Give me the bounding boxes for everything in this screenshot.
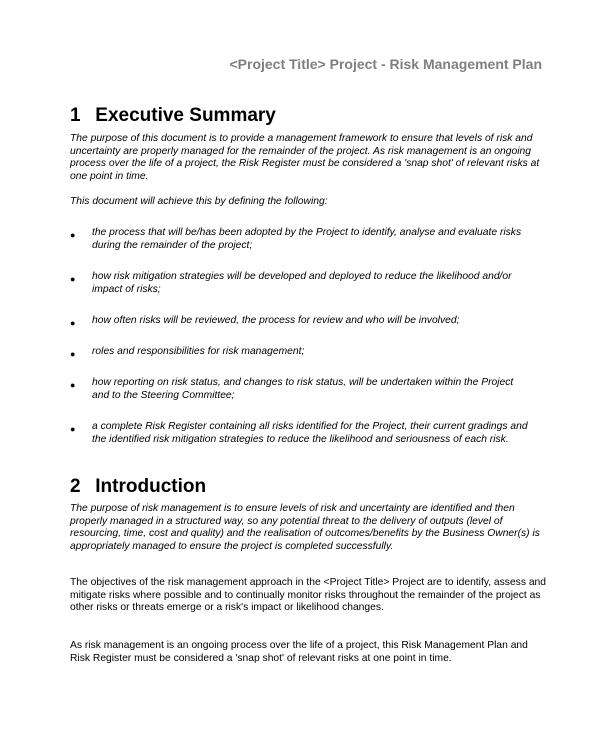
bullet-text: how reporting on risk status, and changes to risk status, will be undertaken within the Project and to the Steering Committee; xyxy=(92,377,514,401)
executive-summary-lead-in: This document will achieve this by defining the following: xyxy=(70,196,328,207)
section-title: Executive Summary xyxy=(95,105,276,126)
section-heading-executive-summary xyxy=(70,105,276,127)
section-heading-introduction xyxy=(70,476,206,498)
executive-summary-intro: The purpose of this document is to provide a management framework to ensure that levels of risk and uncertainty are properly managed for the remainder of the project. As risk management is an ongoing process over the life of a project, the Risk Register must be considered a 'snap shot' of relevant risks at one point in time. xyxy=(70,133,540,182)
introduction-paragraph-2: The objectives of the risk management approach in the <Project Title> Project are to identify, assess and mitigate risks where possible and to continually monitor risks throughout the remainder of the project as other risks or threats emerge or a risk's impact or likelihood changes. xyxy=(70,577,547,614)
introduction-paragraph-1: The purpose of risk management is to ensure levels of risk and uncertainty are identified and then properly managed in a structured way, so any potential threat to the delivery of outputs (level of resourcing, time, cost and quality) and the realisation of outcomes/benefits by the Business Owner(s) is appropriately managed to ensure the project is completed successfully. xyxy=(70,503,540,552)
bullet-dot-icon: ● xyxy=(70,230,76,240)
bullet-text: how often risks will be reviewed, the process for review and who will be involved; xyxy=(92,315,460,326)
bullet-dot-icon: ● xyxy=(70,349,76,359)
section-number: 1 xyxy=(70,105,81,126)
introduction-paragraph-3: As risk management is an ongoing process over the life of a project, this Risk Management Plan and Risk Register must be considered a 'snap shot' of relevant risks at one point in time. xyxy=(70,640,528,664)
bullet-dot-icon: ● xyxy=(70,318,76,328)
section-title: Introduction xyxy=(95,476,207,497)
bullet-dot-icon: ● xyxy=(70,274,76,284)
bullet-text: roles and responsibilities for risk management; xyxy=(92,346,305,357)
bullet-text: a complete Risk Register containing all risks identified for the Project, their current gradings and the identified risk mitigation strategies to reduce the likelihood and seriousness of each risk. xyxy=(92,421,528,445)
section-number: 2 xyxy=(70,476,81,497)
bullet-dot-icon: ● xyxy=(70,380,76,390)
bullet-text: the process that will be/has been adopted by the Project to identify, analyse and evaluate risks during the remainder of the project; xyxy=(92,227,522,251)
bullet-dot-icon: ● xyxy=(70,424,76,434)
document-header-title: <Project Title> Project - Risk Management Plan xyxy=(229,56,542,72)
bullet-text: how risk mitigation strategies will be developed and deployed to reduce the likelihood and/or impact of risks; xyxy=(92,271,512,295)
